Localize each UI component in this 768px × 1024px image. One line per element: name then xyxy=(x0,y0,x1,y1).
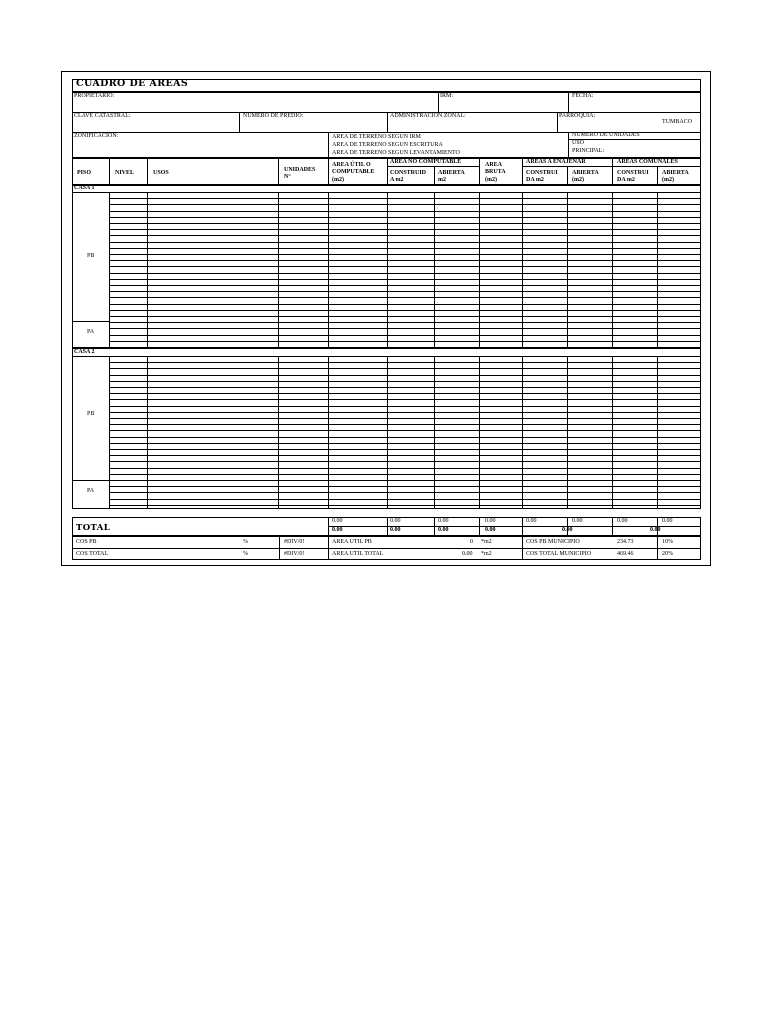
grid-row-line xyxy=(109,499,701,500)
col-util-1: AREA ÚTIL O xyxy=(332,162,371,168)
grid-row-line xyxy=(109,381,701,382)
col-enajenar: AREAS A ENAJENAR xyxy=(526,159,586,165)
cos-pb-municipio-value: 234.73 xyxy=(617,539,634,545)
total-row2-value: 0.00 xyxy=(562,527,573,533)
grid-row-line xyxy=(109,406,701,407)
pb-pa-divider xyxy=(72,480,109,481)
header-col-divider xyxy=(109,157,110,184)
grid-row-line xyxy=(109,335,701,336)
area-util-pb-label: AREA UTIL PB xyxy=(332,539,372,545)
divider xyxy=(387,112,388,132)
grid-row-line xyxy=(109,362,701,363)
grid-row-line xyxy=(109,443,701,444)
grid-row-line xyxy=(109,310,701,311)
zonificacion-label: ZONIFICACION: xyxy=(74,133,119,139)
clave-catastral-label: CLAVE CATASTRAL: xyxy=(74,113,131,119)
grid-row-line xyxy=(109,412,701,413)
grid-row-line xyxy=(109,254,701,255)
col-no-computable: AREA NO COMPUTABLE xyxy=(390,159,462,165)
grid-col-divider xyxy=(434,192,435,347)
col-nivel: NIVEL xyxy=(115,170,135,176)
divider xyxy=(557,112,558,132)
piso-pa-2: PA xyxy=(87,488,95,494)
grid-row-line xyxy=(109,242,701,243)
grid-row-line xyxy=(109,235,701,236)
grid-row-line xyxy=(109,328,701,329)
divider xyxy=(568,92,569,112)
section-label-casa-1: CASA 1 xyxy=(74,185,95,191)
totals-mid xyxy=(328,526,701,527)
piso-pb-1: PB xyxy=(87,253,95,259)
grid-row-line xyxy=(109,229,701,230)
col-ena-construida-1: CONSTRUI xyxy=(526,170,558,176)
grid-row-line xyxy=(109,455,701,456)
piso-pa-1: PA xyxy=(87,329,95,335)
grid-row-line xyxy=(109,418,701,419)
footer-divider xyxy=(72,548,701,549)
grid-row-line xyxy=(109,273,701,274)
grid-row-line xyxy=(109,285,701,286)
grid-row-line xyxy=(109,223,701,224)
total-row1-value: 0.00 xyxy=(390,518,401,524)
total-label: TOTAL xyxy=(76,523,111,533)
piso-pb-2: PB xyxy=(87,411,95,417)
grid-row-line xyxy=(109,505,701,506)
header-col-divider xyxy=(657,166,658,184)
divider xyxy=(328,536,329,560)
terreno-levantamiento-label: AREA DE TERRENO SEGUN LEVANTAMIENTO xyxy=(332,150,460,156)
grid-col-divider xyxy=(387,192,388,347)
grid-row-line xyxy=(109,316,701,317)
propietario-label: PROPIETARIO: xyxy=(74,93,115,99)
header-bottom xyxy=(72,184,701,186)
grid-row-line xyxy=(109,248,701,249)
grid-row-line xyxy=(109,393,701,394)
col-unidades-2: N° xyxy=(284,174,291,180)
header-col-divider xyxy=(479,157,480,184)
col-construida-1: CONSTRUID xyxy=(390,170,427,176)
total-row2-value: 0.00 xyxy=(650,527,661,533)
grid-row-line xyxy=(109,368,701,369)
total-row1-value: 0.00 xyxy=(526,518,537,524)
col-com-construida-2: DA m2 xyxy=(617,177,635,183)
cos-pb-label: COS PB xyxy=(76,539,97,545)
grid-col-divider xyxy=(567,192,568,347)
grid-col-divider xyxy=(522,192,523,347)
header-col-divider xyxy=(278,157,279,184)
total-row2-value: 0.00 xyxy=(390,527,401,533)
numero-unidades-label: NUMERO DE UNIDADES xyxy=(572,132,640,138)
divider xyxy=(657,536,658,560)
administracion-zonal-label: ADMINISTRACION ZONAL: xyxy=(390,113,466,119)
title-divider xyxy=(72,91,701,93)
grid-row-line xyxy=(109,486,701,487)
grid-row-line xyxy=(109,279,701,280)
grid-col-divider xyxy=(278,192,279,347)
grid-row-line xyxy=(109,204,701,205)
section-label-casa-2: CASA 2 xyxy=(74,349,95,355)
total-row1-value: 0.00 xyxy=(617,518,628,524)
subheader-divider xyxy=(387,166,479,167)
col-construida-2: A m2 xyxy=(390,177,404,183)
cos-total-municipio-label: COS TOTAL MUNICIPIO xyxy=(526,551,592,557)
grid-row-line xyxy=(109,266,701,267)
grid-row-line xyxy=(109,375,701,376)
cos-pb-pct: % xyxy=(243,539,248,545)
cos-total-pct: % xyxy=(243,551,248,557)
grid-row-line xyxy=(109,449,701,450)
col-abierta-1: ABIERTA xyxy=(438,170,465,176)
uso-principal-label-1: USO xyxy=(572,140,585,146)
grid-row-line xyxy=(109,304,701,305)
header-col-divider xyxy=(328,157,329,184)
grid-col-divider xyxy=(109,192,110,347)
header-col-divider xyxy=(434,166,435,184)
grid-row-line xyxy=(109,430,701,431)
header-col-divider xyxy=(147,157,148,184)
grid-row-line xyxy=(109,217,701,218)
divider xyxy=(522,536,523,560)
col-com-construida-1: CONSTRUI xyxy=(617,170,649,176)
grid-row-line xyxy=(109,291,701,292)
total-row1-value: 0.00 xyxy=(332,518,343,524)
grid-row-line xyxy=(109,260,701,261)
col-piso: PISO xyxy=(77,170,92,176)
total-row1-value: 0.00 xyxy=(485,518,496,524)
grid-col-divider xyxy=(147,192,148,347)
cos-total-label: COS TOTAL xyxy=(76,551,109,557)
section-divider xyxy=(72,347,701,349)
form-sheet xyxy=(61,71,711,566)
grid-col-divider xyxy=(479,192,480,347)
grid-row-line xyxy=(109,424,701,425)
col-abierta-2: m2 xyxy=(438,177,446,183)
grid-row-line xyxy=(109,198,701,199)
grid-row-line xyxy=(109,211,701,212)
grid-row-line xyxy=(109,387,701,388)
divider xyxy=(328,132,329,157)
area-util-pb-value: 0 xyxy=(470,539,473,545)
col-bruta-2: BRUTA xyxy=(485,169,506,175)
total-row1-value: 0.00 xyxy=(572,518,583,524)
area-util-pb-unit: *m2 xyxy=(481,539,492,545)
grid-row-line xyxy=(109,468,701,469)
header-col-divider xyxy=(567,166,568,184)
grid-row-line xyxy=(109,492,701,493)
total-row2-value: 0.00 xyxy=(485,527,496,533)
header-col-divider xyxy=(522,157,523,184)
grid-row-line xyxy=(109,461,701,462)
grid-row-line xyxy=(109,437,701,438)
col-comunales: AREAS COMUNALES xyxy=(617,159,678,165)
cos-pb-value: #DIV/0! xyxy=(284,539,305,545)
cos-pb-municipio-pct: 10% xyxy=(662,539,673,545)
total-row2-value: 0.00 xyxy=(332,527,343,533)
grid-col-divider xyxy=(328,192,329,347)
col-util-3: (m2) xyxy=(332,177,344,183)
col-ena-abierta-2: (m2) xyxy=(572,177,584,183)
divider xyxy=(438,92,439,112)
grid-row-line xyxy=(109,322,701,323)
section-top-line xyxy=(72,192,701,193)
grid-row-line xyxy=(109,297,701,298)
uso-principal-label-2: PRINCIPAL: xyxy=(572,148,605,154)
col-unidades-1: UNIDADES xyxy=(284,167,316,173)
cos-pb-municipio-label: COS PB MUNICIPIO xyxy=(526,539,580,545)
row-divider xyxy=(568,139,701,140)
section-top-line xyxy=(72,356,701,357)
divider xyxy=(568,132,569,157)
grid-col-divider xyxy=(612,192,613,347)
col-ena-construida-2: DA m2 xyxy=(526,177,544,183)
total-row2-value: 0.00 xyxy=(438,527,449,533)
numero-predio-label: NUMERO DE PREDIO: xyxy=(243,113,304,119)
grid-row-line xyxy=(109,399,701,400)
area-util-total-label: AREA UTIL TOTAL xyxy=(332,551,384,557)
divider xyxy=(279,536,280,560)
fecha-label: FECHA: xyxy=(572,93,594,99)
header-col-divider xyxy=(387,157,388,184)
parroquia-label: PARROQUIA: xyxy=(559,113,596,119)
form-title: CUADRO DE AREAS xyxy=(76,78,189,89)
irm-label: IRM: xyxy=(440,93,454,99)
terreno-irm-label: AREA DE TERRENO SEGUN IRM xyxy=(332,134,421,140)
cos-total-municipio-value: 469.46 xyxy=(617,551,634,557)
terreno-escritura-label: AREA DE TERRENO SEGUN ESCRITURA xyxy=(332,142,443,148)
header-col-divider xyxy=(612,157,613,184)
area-util-total-unit: *m2 xyxy=(481,551,492,557)
cos-total-municipio-pct: 20% xyxy=(662,551,673,557)
col-usos: USOS xyxy=(153,170,169,176)
divider xyxy=(239,112,240,132)
col-ena-abierta-1: ABIERTA xyxy=(572,170,599,176)
grid-row-line xyxy=(109,341,701,342)
grid-col-divider xyxy=(657,192,658,347)
col-com-abierta-1: ABIERTA xyxy=(662,170,689,176)
col-bruta-3: (m2) xyxy=(485,177,497,183)
col-util-2: COMPUTABLE xyxy=(332,169,375,175)
col-com-abierta-2: (m2) xyxy=(662,177,674,183)
total-row1-value: 0.00 xyxy=(662,518,673,524)
col-bruta-1: AREA xyxy=(485,162,503,168)
grid-row-line xyxy=(109,480,701,481)
grid-row-line xyxy=(109,474,701,475)
area-util-total-value: 0.00 xyxy=(462,551,473,557)
parroquia-value: TUMBACO xyxy=(662,119,693,125)
pb-pa-divider xyxy=(72,321,109,322)
cos-total-value: #DIV/0! xyxy=(284,551,305,557)
total-row1-value: 0.00 xyxy=(438,518,449,524)
